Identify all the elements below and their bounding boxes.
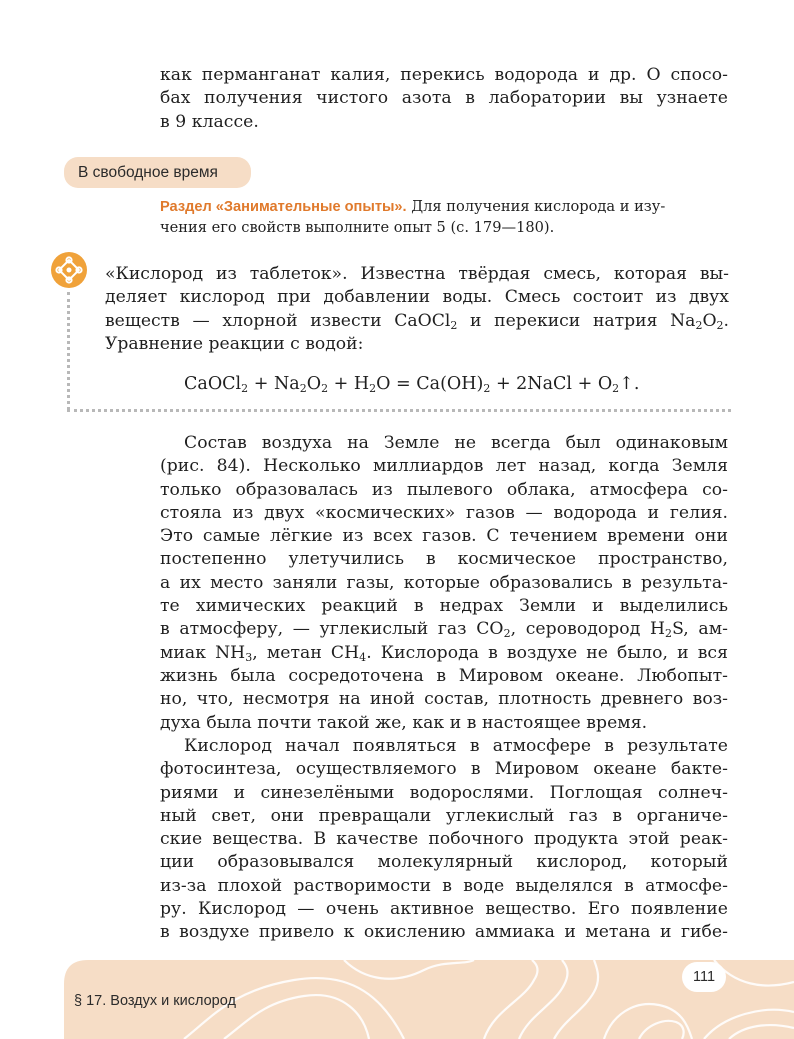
free-time-badge: В свободное время	[64, 157, 251, 188]
text-line: постепенно улетучились в космическое пространство,	[160, 549, 728, 570]
section-link[interactable]: Раздел «Занимательные опыты».	[160, 199, 407, 215]
text-line: из-за плохой растворимости в воде выделялся в атмосфе-	[160, 875, 728, 896]
text-line: Состав воздуха на Земле не всегда был одинаковым	[184, 433, 728, 453]
text-line: стояла из двух «космических» газов — водорода и гелия.	[160, 502, 728, 523]
text-line: в воздухе привело к окислению аммиака и метана и гибе-	[160, 922, 728, 943]
experiment-border-vertical	[67, 292, 70, 410]
text-line: Это самые лёгкие из всех газов. С течением времени они	[160, 526, 728, 547]
text-line: миак $NH_3$, метан $CH_4$. Кислорода в воздухе не было, и вся	[160, 642, 728, 664]
text-line: как перманганат калия, перекись водорода и др. О спосо-	[160, 65, 728, 85]
section-note: Раздел «Занимательные опыты». Для получения кислорода и изу- чения его свойств выполните опыт 5 (с. 179—180).	[160, 198, 666, 236]
text-line: ру. Кислород — очень активное вещество. Его появление	[160, 899, 728, 920]
experiment-text: «Кислород из таблеток». Известна твёрдая смесь, которая вы- деляет кислород при добавлении воды. Смесь состоит из двух веществ — хлорной извести CaOCl$_2$ и перекиси натрия $Na_2O_2$. Уравнение реакции с водой:	[105, 264, 729, 354]
text-line: бах получения чистого азота в лаборатории вы узнаете	[160, 88, 728, 109]
text-line: в атмосферу, — углекислый газ $CO_2$, сероводород $H_2S$, ам-	[160, 619, 728, 641]
text-line: жизнь была сосредоточена в Мировом океане. Любопыт-	[160, 665, 728, 686]
reaction-equation: CaOCl$_2$ + $Na_2O_2 + H_2O = Ca(OH)_2$ + 2NaCl + $O_2↑$.	[184, 374, 640, 395]
puzzle-diamond-icon	[51, 252, 87, 288]
text-line: а их место заняли газы, которые образовались в результа-	[160, 572, 728, 593]
section-footer-title: § 17. Воздух и кислород	[74, 993, 236, 1009]
text-line: только образовалась из пылевого облака, атмосфера со-	[160, 479, 728, 500]
text-line: ный свет, они превращали углекислый газ в органиче-	[160, 805, 728, 826]
main-paragraph-2	[160, 735, 728, 945]
main-paragraph-1	[160, 432, 728, 735]
text-line: те химических реакций в недрах Земли и выделились	[160, 596, 728, 617]
text-line: ские вещества. В качестве побочного продукта этой реак-	[160, 829, 728, 850]
top-paragraph	[160, 64, 728, 134]
experiment-border-horizontal	[67, 409, 731, 412]
text-line: в 9 классе.	[160, 111, 259, 132]
text-line: но, что, несмотря на иной состав, плотность древнего воз-	[160, 689, 728, 710]
text-line: духа была почти такой же, как и в настоящее время.	[160, 712, 648, 733]
text-line: фотосинтеза, осуществляемого в Мировом океане бакте-	[160, 759, 728, 780]
text-line: Кислород начал появляться в атмосфере в результате	[184, 736, 728, 756]
text-line: (рис. 84). Несколько миллиардов лет назад, когда Земля	[160, 456, 728, 477]
text-line: ции образовывался молекулярный кислород, который	[160, 852, 728, 873]
text-line: риями и синезелёными водорослями. Поглощая солнеч-	[160, 782, 728, 803]
page-number: 111	[682, 962, 726, 992]
